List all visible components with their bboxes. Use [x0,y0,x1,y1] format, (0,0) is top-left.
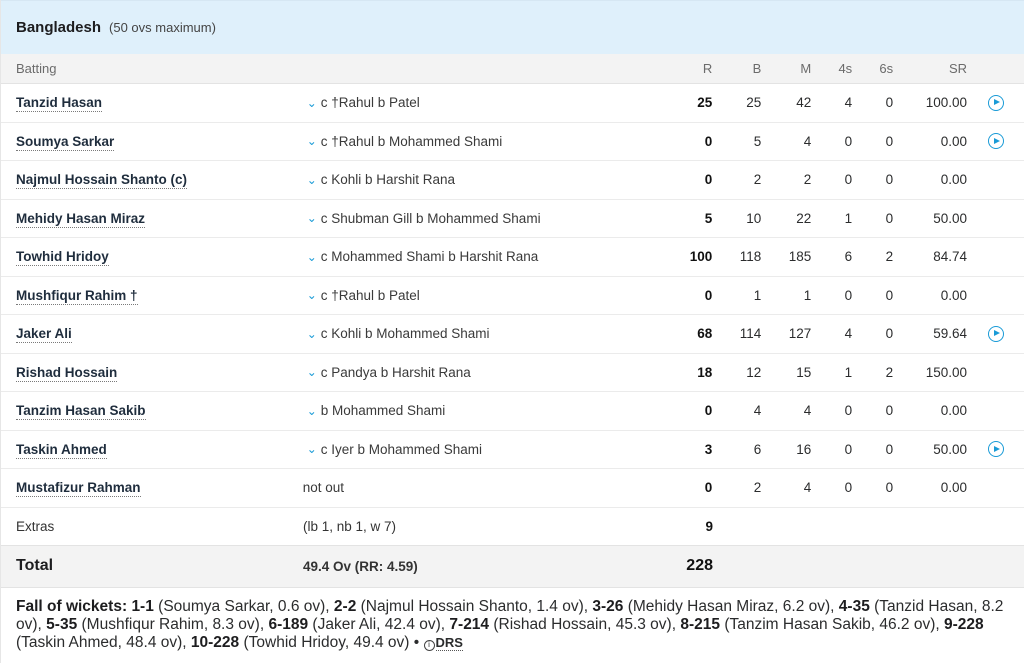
runs-cell: 3 [704,441,713,457]
chevron-down-icon[interactable]: ⌄ [306,134,317,149]
fow-score: 9-228 [944,615,984,633]
sixes-cell: 0 [885,133,894,149]
minutes-cell: 15 [796,364,812,380]
fours-cell: 6 [844,249,853,265]
strike-rate-cell: 0.00 [940,287,968,303]
balls-cell: 2 [753,172,762,188]
batter-list [1,84,1024,508]
fow-score: 2-2 [333,597,357,615]
col-fours: 4s [838,61,853,76]
play-circle-icon[interactable] [988,95,1004,111]
play-circle-icon[interactable] [988,133,1004,149]
batter-row [1,392,1024,431]
col-batting: Batting [16,61,57,76]
sixes-cell: 0 [885,403,894,419]
strike-rate-cell: 150.00 [925,364,968,380]
balls-cell: 5 [753,133,762,149]
balls-cell: 4 [753,403,762,419]
fow-item: 6-189 (Jaker Ali, 42.4 ov), [268,615,446,633]
balls-cell: 12 [746,364,762,380]
runs-cell: 0 [704,480,713,496]
fow-score: 10-228 [190,633,240,651]
strike-rate-cell: 0.00 [940,480,968,496]
fours-cell: 0 [844,403,853,419]
runs-cell: 25 [697,95,713,111]
fours-cell: 4 [844,95,853,111]
fours-cell: 0 [844,480,853,496]
minutes-cell: 4 [803,133,812,149]
fours-cell: 0 [844,172,853,188]
balls-cell: 10 [746,210,762,226]
dismissal-text: c Mohammed Shami b Harshit Rana [320,249,539,265]
sixes-cell: 0 [885,441,894,457]
strike-rate-cell: 50.00 [933,210,968,226]
fow-item: 3-26 (Mehidy Hasan Miraz, 6.2 ov), [592,597,835,615]
runs-cell: 0 [704,287,713,303]
chevron-down-icon[interactable]: ⌄ [306,211,317,226]
chevron-down-icon[interactable]: ⌄ [306,326,317,341]
fow-label: Fall of wickets: [16,597,128,615]
fours-cell: 1 [844,364,853,380]
dismissal-text: c †Rahul b Patel [320,287,420,303]
extras-row [1,508,1024,546]
fow-detail: (Towhid Hridoy, 49.4 ov) [243,633,410,651]
dismissal-text: c Iyer b Mohammed Shami [320,441,483,457]
chevron-down-icon[interactable]: ⌄ [306,442,317,457]
runs-cell: 68 [697,326,713,342]
fow-score: 4-35 [838,597,870,615]
strike-rate-cell: 100.00 [925,95,968,111]
strike-rate-cell: 0.00 [940,172,968,188]
batter-row [1,431,1024,470]
extras-detail: (lb 1, nb 1, w 7) [303,518,397,534]
player-name-link[interactable]: Rishad Hossain [16,364,118,380]
fours-cell: 0 [844,287,853,303]
chevron-down-icon[interactable]: ⌄ [306,172,317,187]
player-name-link[interactable]: Mustafizur Rahman [16,480,141,496]
extras-label: Extras [16,518,55,534]
balls-cell: 2 [753,480,762,496]
overs-info: (50 ovs maximum) [109,20,216,35]
fow-score: 6-189 [268,615,309,633]
sixes-cell: 0 [885,95,894,111]
fow-score: 5-35 [46,615,78,633]
batter-row [1,123,1024,162]
dismissal-text: c †Rahul b Patel [320,95,420,111]
runs-cell: 18 [697,364,713,380]
fow-score: 3-26 [592,597,624,615]
runs-cell: 0 [704,133,713,149]
dismissal-text: c Shubman Gill b Mohammed Shami [320,210,541,226]
balls-cell: 25 [746,95,762,111]
total-overs: 49.4 Ov (RR: 4.59) [303,558,418,574]
fours-cell: 0 [844,133,853,149]
fow-item: 2-2 (Najmul Hossain Shanto, 1.4 ov), [333,597,589,615]
player-name-link[interactable]: Towhid Hridoy [16,249,109,265]
batter-row [1,354,1024,393]
minutes-cell: 42 [796,95,812,111]
chevron-down-icon[interactable]: ⌄ [306,95,317,110]
fow-detail: (Mushfiqur Rahim, 8.3 ov) [81,615,260,633]
fow-item: 8-215 (Tanzim Hasan Sakib, 46.2 ov), [680,615,940,633]
minutes-cell: 4 [803,403,812,419]
player-name-link[interactable]: Tanzid Hasan [16,95,103,111]
runs-cell: 0 [704,403,713,419]
minutes-cell: 1 [803,287,812,303]
drs-link[interactable] [424,634,463,651]
fow-item: 5-35 (Mushfiqur Rahim, 8.3 ov), [46,615,265,633]
player-name-link[interactable]: Najmul Hossain Shanto (c) [16,172,188,188]
dismissal-text: c Pandya b Harshit Rana [320,364,471,380]
minutes-cell: 2 [803,172,812,188]
batter-row [1,315,1024,354]
runs-cell: 5 [704,210,713,226]
sixes-cell: 0 [885,287,894,303]
sixes-cell: 0 [885,326,894,342]
fow-detail: (Rishad Hossain, 45.3 ov) [493,615,672,633]
fow-detail: (Tanzim Hasan Sakib, 46.2 ov) [724,615,936,633]
team-name: Bangladesh [16,19,102,36]
dismissal-text: c Kohli b Mohammed Shami [320,326,490,342]
chevron-down-icon[interactable]: ⌄ [306,288,317,303]
balls-cell: 114 [739,326,762,342]
play-circle-icon[interactable] [988,326,1004,342]
sixes-cell: 0 [885,210,894,226]
total-label: Total [16,557,54,574]
player-name-link[interactable]: Jaker Ali [16,326,72,342]
chevron-down-icon[interactable]: ⌄ [306,249,317,264]
minutes-cell: 185 [788,249,812,265]
chevron-down-icon[interactable]: ⌄ [306,365,317,380]
batter-row [1,238,1024,277]
col-sixes: 6s [879,61,894,76]
play-circle-icon[interactable] [988,441,1004,457]
strike-rate-cell: 84.74 [933,249,968,265]
dismissal-text: not out [302,480,345,496]
dismissal-text: b Mohammed Shami [320,403,446,419]
fow-detail: (Soumya Sarkar, 0.6 ov) [158,597,326,615]
fow-separator: • [413,633,420,651]
fow-detail: (Najmul Hossain Shanto, 1.4 ov) [360,597,584,615]
col-minutes: M [800,61,812,76]
balls-cell: 6 [753,441,762,457]
total-row [1,546,1024,588]
fow-item: 1-1 (Soumya Sarkar, 0.6 ov), [131,597,330,615]
innings-header [1,0,1024,54]
minutes-cell: 4 [803,480,812,496]
sixes-cell: 2 [885,364,894,380]
strike-rate-cell: 50.00 [933,441,968,457]
player-name-link[interactable]: Soumya Sarkar [16,133,115,149]
fall-of-wickets [1,588,1024,652]
fow-item: 7-214 (Rishad Hossain, 45.3 ov), [449,615,677,633]
fow-item: 9-228 (Taskin Ahmed, 48.4 ov), [16,615,984,651]
col-strike-rate: SR [948,61,968,76]
fow-detail: (Jaker Ali, 42.4 ov) [312,615,441,633]
total-value: 228 [686,557,713,574]
fours-cell: 1 [844,210,853,226]
player-name-link[interactable]: Taskin Ahmed [16,441,107,457]
player-name-link[interactable]: Mushfiqur Rahim † [16,287,138,303]
fow-items [16,598,1003,651]
fow-item [187,634,410,651]
fow-score: 1-1 [131,597,154,615]
col-balls: B [752,61,762,76]
runs-cell: 0 [704,172,713,188]
col-runs: R [702,61,713,76]
batter-row [1,161,1024,200]
minutes-cell: 22 [796,210,812,226]
chevron-down-icon[interactable]: ⌄ [306,403,317,418]
fow-item: 4-35 (Tanzid Hasan, 8.2 ov), [16,597,1004,633]
batter-row [1,277,1024,316]
fow-detail: (Tanzid Hasan, 8.2 ov) [16,597,1004,633]
batter-row [1,469,1024,508]
sixes-cell: 0 [885,172,894,188]
batter-row [1,200,1024,239]
batter-row [1,84,1024,123]
fow-detail: (Taskin Ahmed, 48.4 ov) [16,633,183,651]
balls-cell: 1 [753,287,762,303]
info-circle-icon: i [424,640,435,651]
fours-cell: 0 [844,441,853,457]
strike-rate-cell: 0.00 [940,133,968,149]
fow-score: 8-215 [680,615,720,633]
player-name-link[interactable]: Tanzim Hasan Sakib [16,403,146,419]
fours-cell: 4 [844,326,853,342]
dismissal-text: c Kohli b Harshit Rana [320,172,456,188]
drs-label: DRS [435,634,463,650]
sixes-cell: 0 [885,480,894,496]
minutes-cell: 16 [796,441,812,457]
player-name-link[interactable]: Mehidy Hasan Miraz [16,210,146,226]
fow-score: 7-214 [449,615,490,633]
extras-value: 9 [705,518,713,534]
runs-cell: 100 [689,249,713,265]
sixes-cell: 2 [885,249,894,265]
strike-rate-cell: 59.64 [933,326,968,342]
strike-rate-cell: 0.00 [940,403,968,419]
fow-detail: (Mehidy Hasan Miraz, 6.2 ov) [627,597,831,615]
minutes-cell: 127 [788,326,812,342]
dismissal-text: c †Rahul b Mohammed Shami [320,133,503,149]
table-header [1,54,1024,84]
balls-cell: 118 [739,249,762,265]
